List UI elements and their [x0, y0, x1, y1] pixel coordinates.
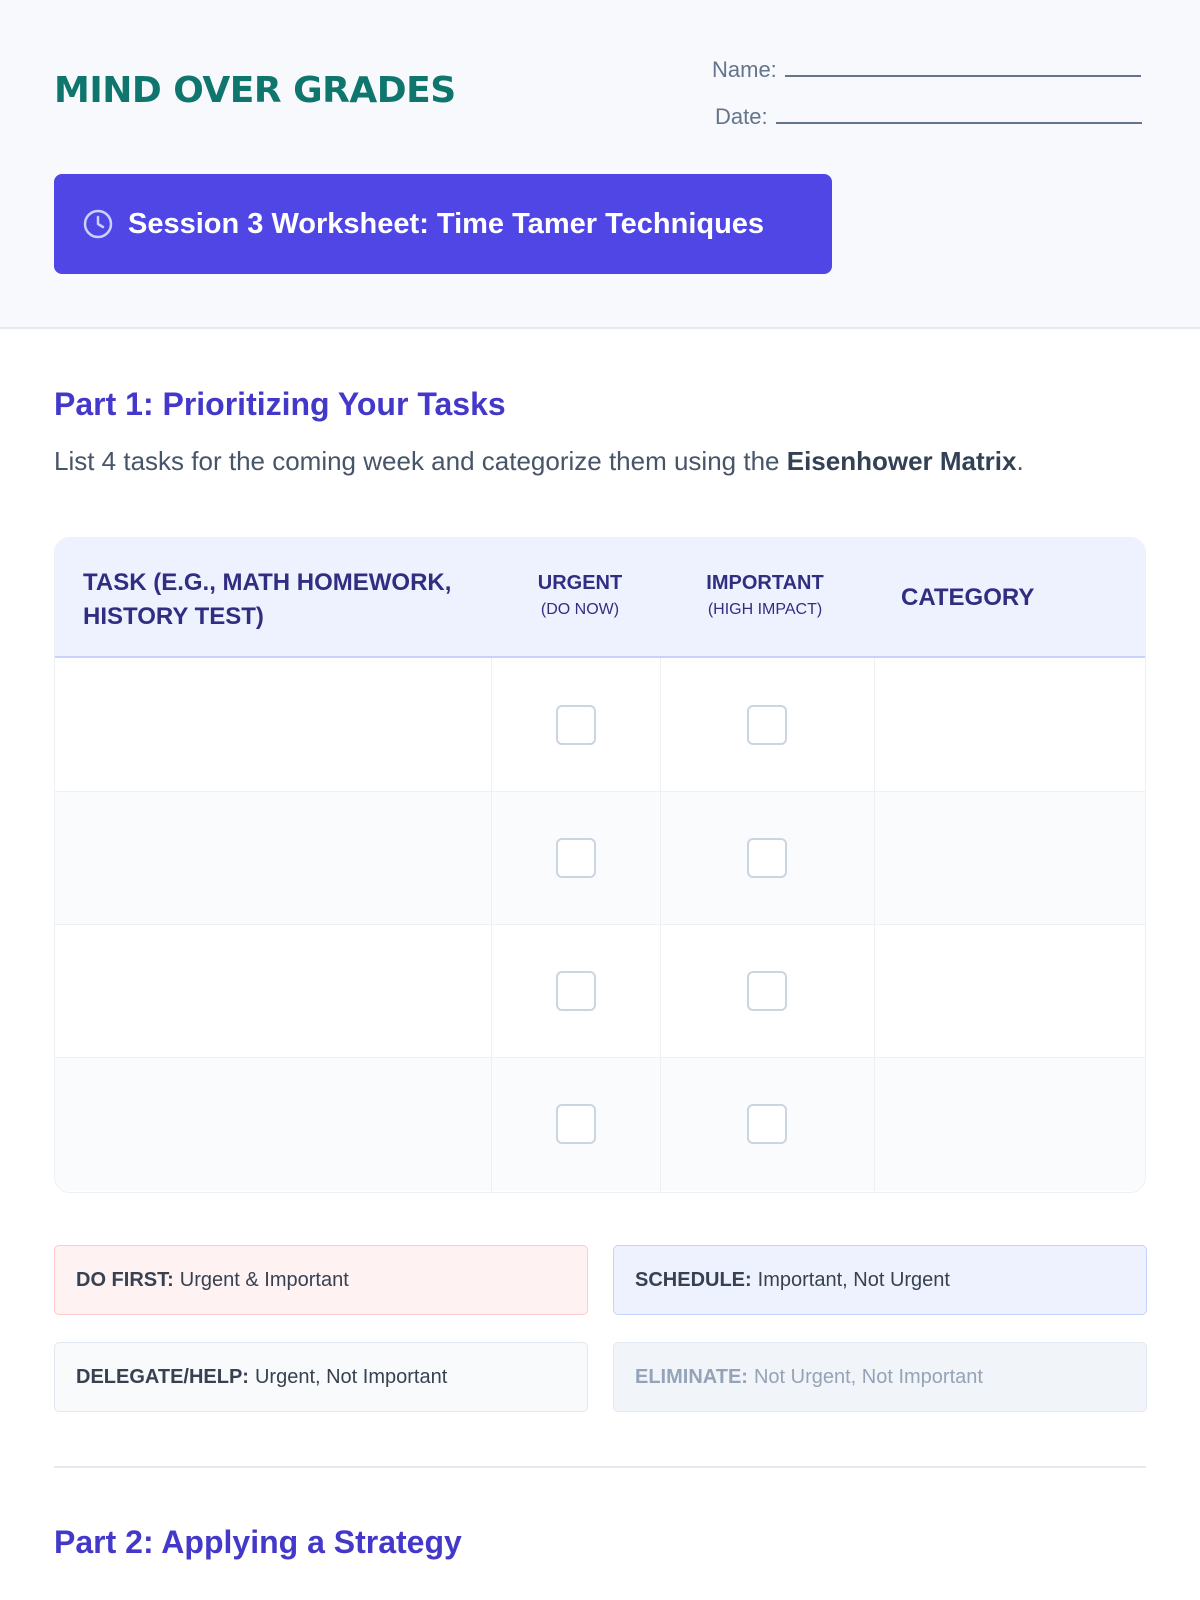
legend-delegate-label: DELEGATE/HELP: [76, 1365, 249, 1388]
intro-suffix: . [1016, 446, 1024, 476]
column-header-urgent [515, 572, 645, 619]
legend-schedule [613, 1245, 1147, 1315]
legend-eliminate-text: Not Urgent, Not Important [753, 1365, 983, 1388]
intro-bold-term: Eisenhower Matrix [786, 446, 1017, 476]
table-row [55, 1058, 1145, 1191]
legend-do-first [54, 1245, 588, 1315]
brand-title: MIND OVER GRADES [54, 70, 456, 111]
important-checkbox[interactable] [747, 1104, 787, 1144]
important-checkbox[interactable] [747, 838, 787, 878]
important-sublabel: (HIGH IMPACT) [707, 601, 823, 618]
legend-delegate-text: Urgent, Not Important [254, 1365, 448, 1388]
column-header-important [695, 572, 835, 619]
table-row [55, 925, 1145, 1058]
task-cell[interactable] [55, 792, 491, 924]
important-label: IMPORTANT [706, 572, 824, 594]
legend-eliminate-label: ELIMINATE: [635, 1365, 748, 1388]
task-cell[interactable] [55, 1058, 491, 1191]
legend-do-first-text: Urgent & Important [179, 1268, 349, 1291]
column-divider [660, 658, 661, 1192]
urgent-label: URGENT [537, 572, 623, 594]
part2-title: Part 2: Applying a Strategy [54, 1524, 462, 1560]
urgent-checkbox[interactable] [556, 705, 596, 745]
date-field[interactable] [715, 104, 1142, 130]
column-divider [491, 658, 492, 1192]
column-divider [874, 658, 875, 1192]
column-header-task: TASK (E.G., MATH HOMEWORK, HISTORY TEST) [83, 569, 452, 630]
category-cell[interactable] [875, 792, 1146, 924]
category-cell[interactable] [875, 659, 1146, 791]
important-checkbox[interactable] [747, 705, 787, 745]
name-label: Name: [712, 57, 777, 82]
legend-eliminate [613, 1342, 1147, 1412]
category-cell[interactable] [875, 925, 1146, 1057]
legend-do-first-label: DO FIRST: [76, 1268, 174, 1291]
part1-instructions [54, 446, 1024, 477]
table-row [55, 659, 1145, 792]
task-cell[interactable] [55, 659, 491, 791]
legend-delegate [54, 1342, 588, 1412]
name-blank-line[interactable] [785, 59, 1141, 77]
task-cell[interactable] [55, 925, 491, 1057]
intro-prefix: List 4 tasks for the coming week and categorize them using the [54, 446, 787, 476]
table-header [55, 538, 1145, 658]
name-field[interactable] [712, 57, 1141, 83]
important-checkbox[interactable] [747, 971, 787, 1011]
date-blank-line[interactable] [776, 106, 1142, 124]
urgent-checkbox[interactable] [556, 1104, 596, 1144]
session-title: Session 3 Worksheet: Time Tamer Techniques [128, 207, 765, 240]
clock-icon [82, 208, 114, 240]
urgent-checkbox[interactable] [556, 838, 596, 878]
legend-schedule-label: SCHEDULE: [635, 1268, 752, 1291]
column-header-category: CATEGORY [901, 584, 1035, 611]
session-banner [54, 174, 832, 274]
section-divider [54, 1466, 1146, 1468]
eisenhower-table [54, 537, 1146, 1193]
category-cell[interactable] [875, 1058, 1146, 1191]
worksheet-header [0, 0, 1200, 329]
date-label: Date: [715, 104, 768, 129]
urgent-checkbox[interactable] [556, 971, 596, 1011]
part1-title: Part 1: Prioritizing Your Tasks [54, 386, 506, 422]
legend-schedule-text: Important, Not Urgent [757, 1268, 950, 1291]
urgent-sublabel: (DO NOW) [540, 601, 620, 618]
table-row [55, 792, 1145, 925]
